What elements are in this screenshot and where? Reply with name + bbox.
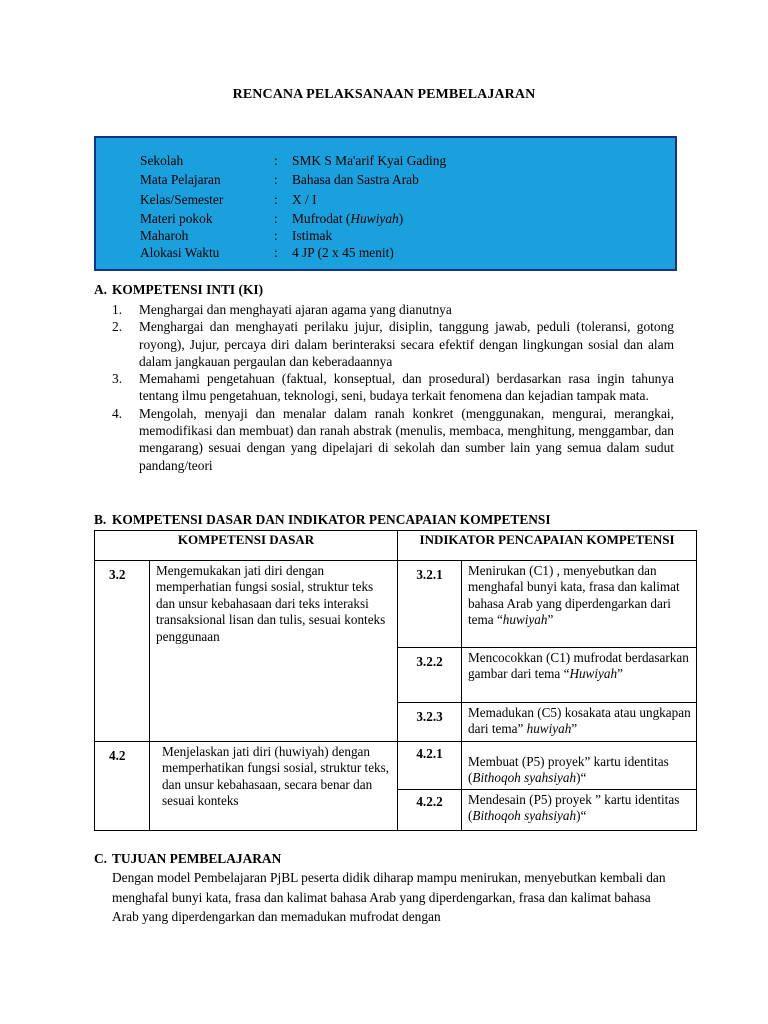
list-item: 3. Memahami pengetahuan (faktual, konseptual, dan prosedural) berdasarkan rasa ingin tahunya tentang ilmu pengetahuan, teknologi, seni, budaya terkait fenomena dan kejadian tampak mata. [112,371,674,404]
info-value: Istimak [292,228,333,243]
column-header-kd: KOMPETENSI DASAR [95,531,398,561]
table-row [95,561,697,648]
column-header-ipk: INDIKATOR PENCAPAIAN KOMPETENSI [398,531,697,561]
info-value: Bahasa dan Sastra Arab [292,172,419,187]
info-colon: : [274,153,278,168]
info-colon: : [274,245,278,260]
info-label: Mata Pelajaran [140,172,221,187]
info-colon: : [274,172,278,187]
indicator-number: 4.2.1 [398,742,462,790]
indicator-description: Menirukan (C1) , menyebutkan dan menghafal bunyi kata, frasa dan kalimat bahasa Arab yang diperdengarkan dari tema “huwiyah” [462,561,697,648]
indicator-number: 3.2.3 [398,703,462,742]
kd-number: 3.2 [95,561,150,742]
info-row-materi-pokok [96,210,675,228]
document-page: RENCANA PELAKSANAAN PEMBELAJARAN Sekolah : SMK S Ma'arif Kyai Gading Mata Pelajaran : Bahasa dan Sastra Arab Kelas/Semester : X / I Materi pokok : Mufrodat (Huwiyah) Maharoh : Istimak Alokasi Waktu : 4 JP (2 x 45 menit) A. KOMPETENSI INTI (KI) 1. Menghargai dan menghayati ajaran agama yang dianutnya 2. Menghargai dan menghayati perilaku jujur, disiplin, tanggung jawab, peduli (toleransi, gotong royong), Jujur, percaya diri dalam berinteraksi secara efektif dengan lingkungan sosial dan alam dalam jangkauan pergaulan dan keberadaannya 3. Memahami pengetahuan (faktual, konseptual, dan prosedural) berdasarkan rasa ingin tahunya tentang ilmu pengetahuan, teknologi, seni, budaya terkait fenomena dan kejadian tampak mata. 4. Mengolah, menyaji dan menalar dalam ranah konkret (menggunakan, mengurai, merangkai, memodifikasi dan membuat) dan ranah abstrak (menulis, membaca, menghitung, menggambar, dan mengarang) sesuai dengan yang dipelajari di sekolah dan sumber lain yang semua dalam sudut pandang/teori B. KOMPETENSI DASAR DAN INDIKATOR PENCAPAIAN KOMPETENSI KOMPETENSI DASAR INDIKATOR PENCAPAIAN KOMPETENSI 3.2 Mengemukakan jati diri dengan memperhatian fungsi sosial, struktur teks dan unsur kebahasaan dari teks interaksi transaksional lisan dan tulis, sesuai konteks penggunaan 3.2.1 Menirukan (C1) , menyebutkan dan menghafal bunyi kata, frasa dan kalimat bahasa Arab yang diperdengarkan dari tema “huwiyah” 3.2.2 Mencocokkan (C1) mufrodat berdasarkan gambar dari tema “Huwiyah” 3.2.3 Memadukan (C5) kosakata atau ungkapan dari tema” huwiyah” 4.2 Menjelaskan jati diri (huwiyah) dengan memperhatikan fungsi sosial, struktur teks, dan unsur kebahasaan, secara benar dan sesuai konteks 4.2.1 Membuat (P5) proyek” kartu identitas (Bithoqoh syahsiyah)“ 4.2.2 Mendesain (P5) proyek ” kartu identitas (Bithoqoh syahsiyah)“ C. TUJUAN PEMBELAJARAN Dengan model Pembelajaran PjBL peserta didik diharap mampu menirukan, menyebutkan kembali dan menghafal bunyi kata, frasa dan kalimat bahasa Arab yang diperdengarkan, frasa dan kalimat bahasa Arab yang diperdengarkan dan memadukan mufrodat dengan [0,0,768,1024]
info-row-alokasi-waktu [96,244,675,262]
kd-number: 4.2 [95,742,150,831]
list-item: 2. Menghargai dan menghayati perilaku jujur, disiplin, tanggung jawab, peduli (toleransi, gotong royong), Jujur, percaya diri dalam berinteraksi secara efektif dengan lingkungan sosial dan alam dalam jangkauan pergaulan dan keberadaannya [112,319,674,369]
kd-description: Menjelaskan jati diri (huwiyah) dengan memperhatikan fungsi sosial, struktur teks, dan unsur kebahasaan, secara benar dan sesuai konteks [150,742,398,831]
info-value: 4 JP (2 x 45 menit) [292,245,394,260]
info-label: Kelas/Semester [140,192,224,207]
indicator-number: 3.2.1 [398,561,462,648]
tujuan-paragraph: Dengan model Pembelajaran PjBL peserta didik diharap mampu menirukan, menyebutkan kembali dan menghafal bunyi kata, frasa dan kalimat bahasa Arab yang diperdengarkan, frasa dan kalimat bahasa Arab yang diperdengarkan dan memadukan mufrodat dengan [112,870,666,924]
school-info-box [94,136,677,271]
ki-list [112,301,674,474]
info-colon: : [274,228,278,243]
indicator-number: 3.2.2 [398,648,462,703]
indicator-description: Memadukan (C5) kosakata atau ungkapan dari tema” huwiyah” [462,703,697,742]
table-row [95,742,697,790]
list-item: 4. Mengolah, menyaji dan menalar dalam ranah konkret (menggunakan, mengurai, merangkai, memodifikasi dan membuat) dan ranah abstrak (menulis, membaca, menghitung, menggambar, dan mengarang) sesuai dengan yang dipelajari di sekolah dan sumber lain yang semua dalam sudut pandang/teori [112,405,674,473]
info-colon: : [274,211,278,226]
info-row-kelas-semester [96,191,675,209]
info-row-maharoh [96,227,675,245]
indicator-description: Mendesain (P5) proyek ” kartu identitas (Bithoqoh syahsiyah)“ [462,789,697,830]
kd-description: Mengemukakan jati diri dengan memperhatian fungsi sosial, struktur teks dan unsur kebahasaan dari teks interaksi transaksional lisan dan tulis, sesuai konteks penggunaan [150,561,398,742]
info-value: X / I [292,192,317,207]
info-colon: : [274,192,278,207]
document-title: RENCANA PELAKSANAAN PEMBELAJARAN [232,87,536,102]
list-item: 1. Menghargai dan menghayati ajaran agama yang dianutnya [112,302,452,317]
indicator-number: 4.2.2 [398,789,462,830]
info-label: Materi pokok [140,211,213,226]
info-label: Maharoh [140,228,189,243]
indicator-description: Membuat (P5) proyek” kartu identitas (Bithoqoh syahsiyah)“ [462,742,697,790]
info-value: Mufrodat (Huwiyah) [292,211,404,226]
table-header-row [95,531,697,561]
info-row-mata-pelajaran [96,171,675,189]
info-row-sekolah [96,152,675,170]
competency-table [94,530,697,831]
info-label: Alokasi Waktu [140,245,220,260]
info-value: SMK S Ma'arif Kyai Gading [292,153,447,168]
indicator-description: Mencocokkan (C1) mufrodat berdasarkan gambar dari tema “Huwiyah” [462,648,697,703]
info-label: Sekolah [140,153,184,168]
